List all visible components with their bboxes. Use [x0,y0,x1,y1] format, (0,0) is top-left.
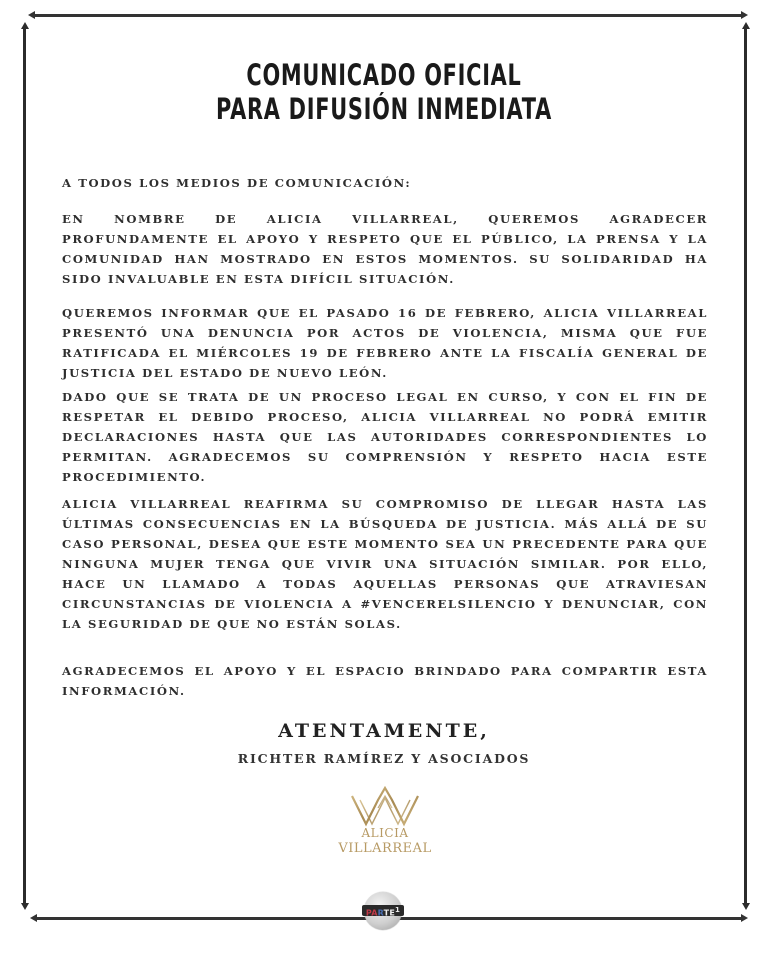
badge-label [362,905,404,916]
crown-w-monogram-icon [330,786,440,828]
closing: ATENTAMENTE, [278,720,490,742]
badge-label-part3: TE [383,908,395,916]
paragraph-complaint: QUEREMOS INFORMAR QUE EL PASADO 16 DE FEBRERO, ALICIA VILLARREAL PRESENTÓ UNA DENUNCIA POR ACTOS DE VIOLENCIA, MISMA QUE FUE RATIFICADA EL MIÉRCOLES 19 DE FEBRERO ANTE LA FISCALÍA GENERAL DE JUSTICIA DEL ESTADO DE NUEVO LEÓN. [62,306,708,380]
frame-bottom-left-arrow-icon [30,914,37,922]
frame-left-top-arrow-icon [21,22,29,29]
logo-name-line2: VILLARREAL [338,841,432,856]
frame-right-top-arrow-icon [742,22,750,29]
badge-label-part2: R [377,908,384,916]
alicia-villarreal-logo [330,786,440,866]
frame-left-line [23,29,26,903]
frame-top-left-arrow-icon [28,11,35,19]
silver-sphere-badge-icon [364,892,402,930]
salutation: A TODOS LOS MEDIOS DE COMUNICACIÓN: [62,176,412,190]
document-title-line2: PARA DIFUSIÓN INMEDIATA [216,92,552,126]
badge-label-suffix: 1 [395,906,401,914]
signatory: RICHTER RAMÍREZ Y ASOCIADOS [237,751,531,766]
frame-top-line [34,14,742,17]
badge-label-part1: PA [365,908,378,916]
frame-top-right-arrow-icon [741,11,748,19]
frame-bottom-right-arrow-icon [741,914,748,922]
document-title-line1: COMUNICADO OFICIAL [246,58,522,92]
paragraph-legal-process: DADO QUE SE TRATA DE UN PROCESO LEGAL EN CURSO, Y CON EL FIN DE RESPETAR EL DEBIDO PROCESO, ALICIA VILLARREAL NO PODRÁ EMITIR DECLARACIONES HASTA QUE LAS AUTORIDADES CORRESPONDIENTES LO PERMITAN. AGRADECEMOS SU COMPRENSIÓN Y RESPETO HACIA ESTE PROCEDIMIENTO. [62,390,708,484]
paragraph-gratitude: EN NOMBRE DE ALICIA VILLARREAL, QUEREMOS AGRADECER PROFUNDAMENTE EL APOYO Y RESPETO QUE EL PÚBLICO, LA PRENSA Y LA COMUNIDAD HAN MOSTRADO EN ESTOS MOMENTOS. SU SOLIDARIDAD HA SIDO INVALUABLE EN ESTA DIFÍCIL SITUACIÓN. [62,212,708,286]
logo-name-line1: ALICIA [361,826,409,840]
frame-left-bottom-arrow-icon [21,903,29,910]
frame-right-line [744,29,747,903]
frame-right-bottom-arrow-icon [742,903,750,910]
paragraph-thanks: AGRADECEMOS EL APOYO Y EL ESPACIO BRINDADO PARA COMPARTIR ESTA INFORMACIÓN. [62,664,708,698]
paragraph-commitment: ALICIA VILLARREAL REAFIRMA SU COMPROMISO DE LLEGAR HASTA LAS ÚLTIMAS CONSECUENCIAS EN LA BÚSQUEDA DE JUSTICIA. MÁS ALLÁ DE SU CASO PERSONAL, DESEA QUE ESTE MOMENTO SEA UN PRECEDENTE PARA QUE NINGUNA MUJER TENGA QUE VIVIR UNA SITUACIÓN SIMILAR. POR ELLO, HACE UN LLAMADO A TODAS AQUELLAS PERSONAS QUE ATRAVIESAN CIRCUNSTANCIAS DE VIOLENCIA A #VENCERELSILENCIO Y DENUNCIAR, CON LA SEGURIDAD DE QUE NO ESTÁN SOLAS. [62,497,708,631]
